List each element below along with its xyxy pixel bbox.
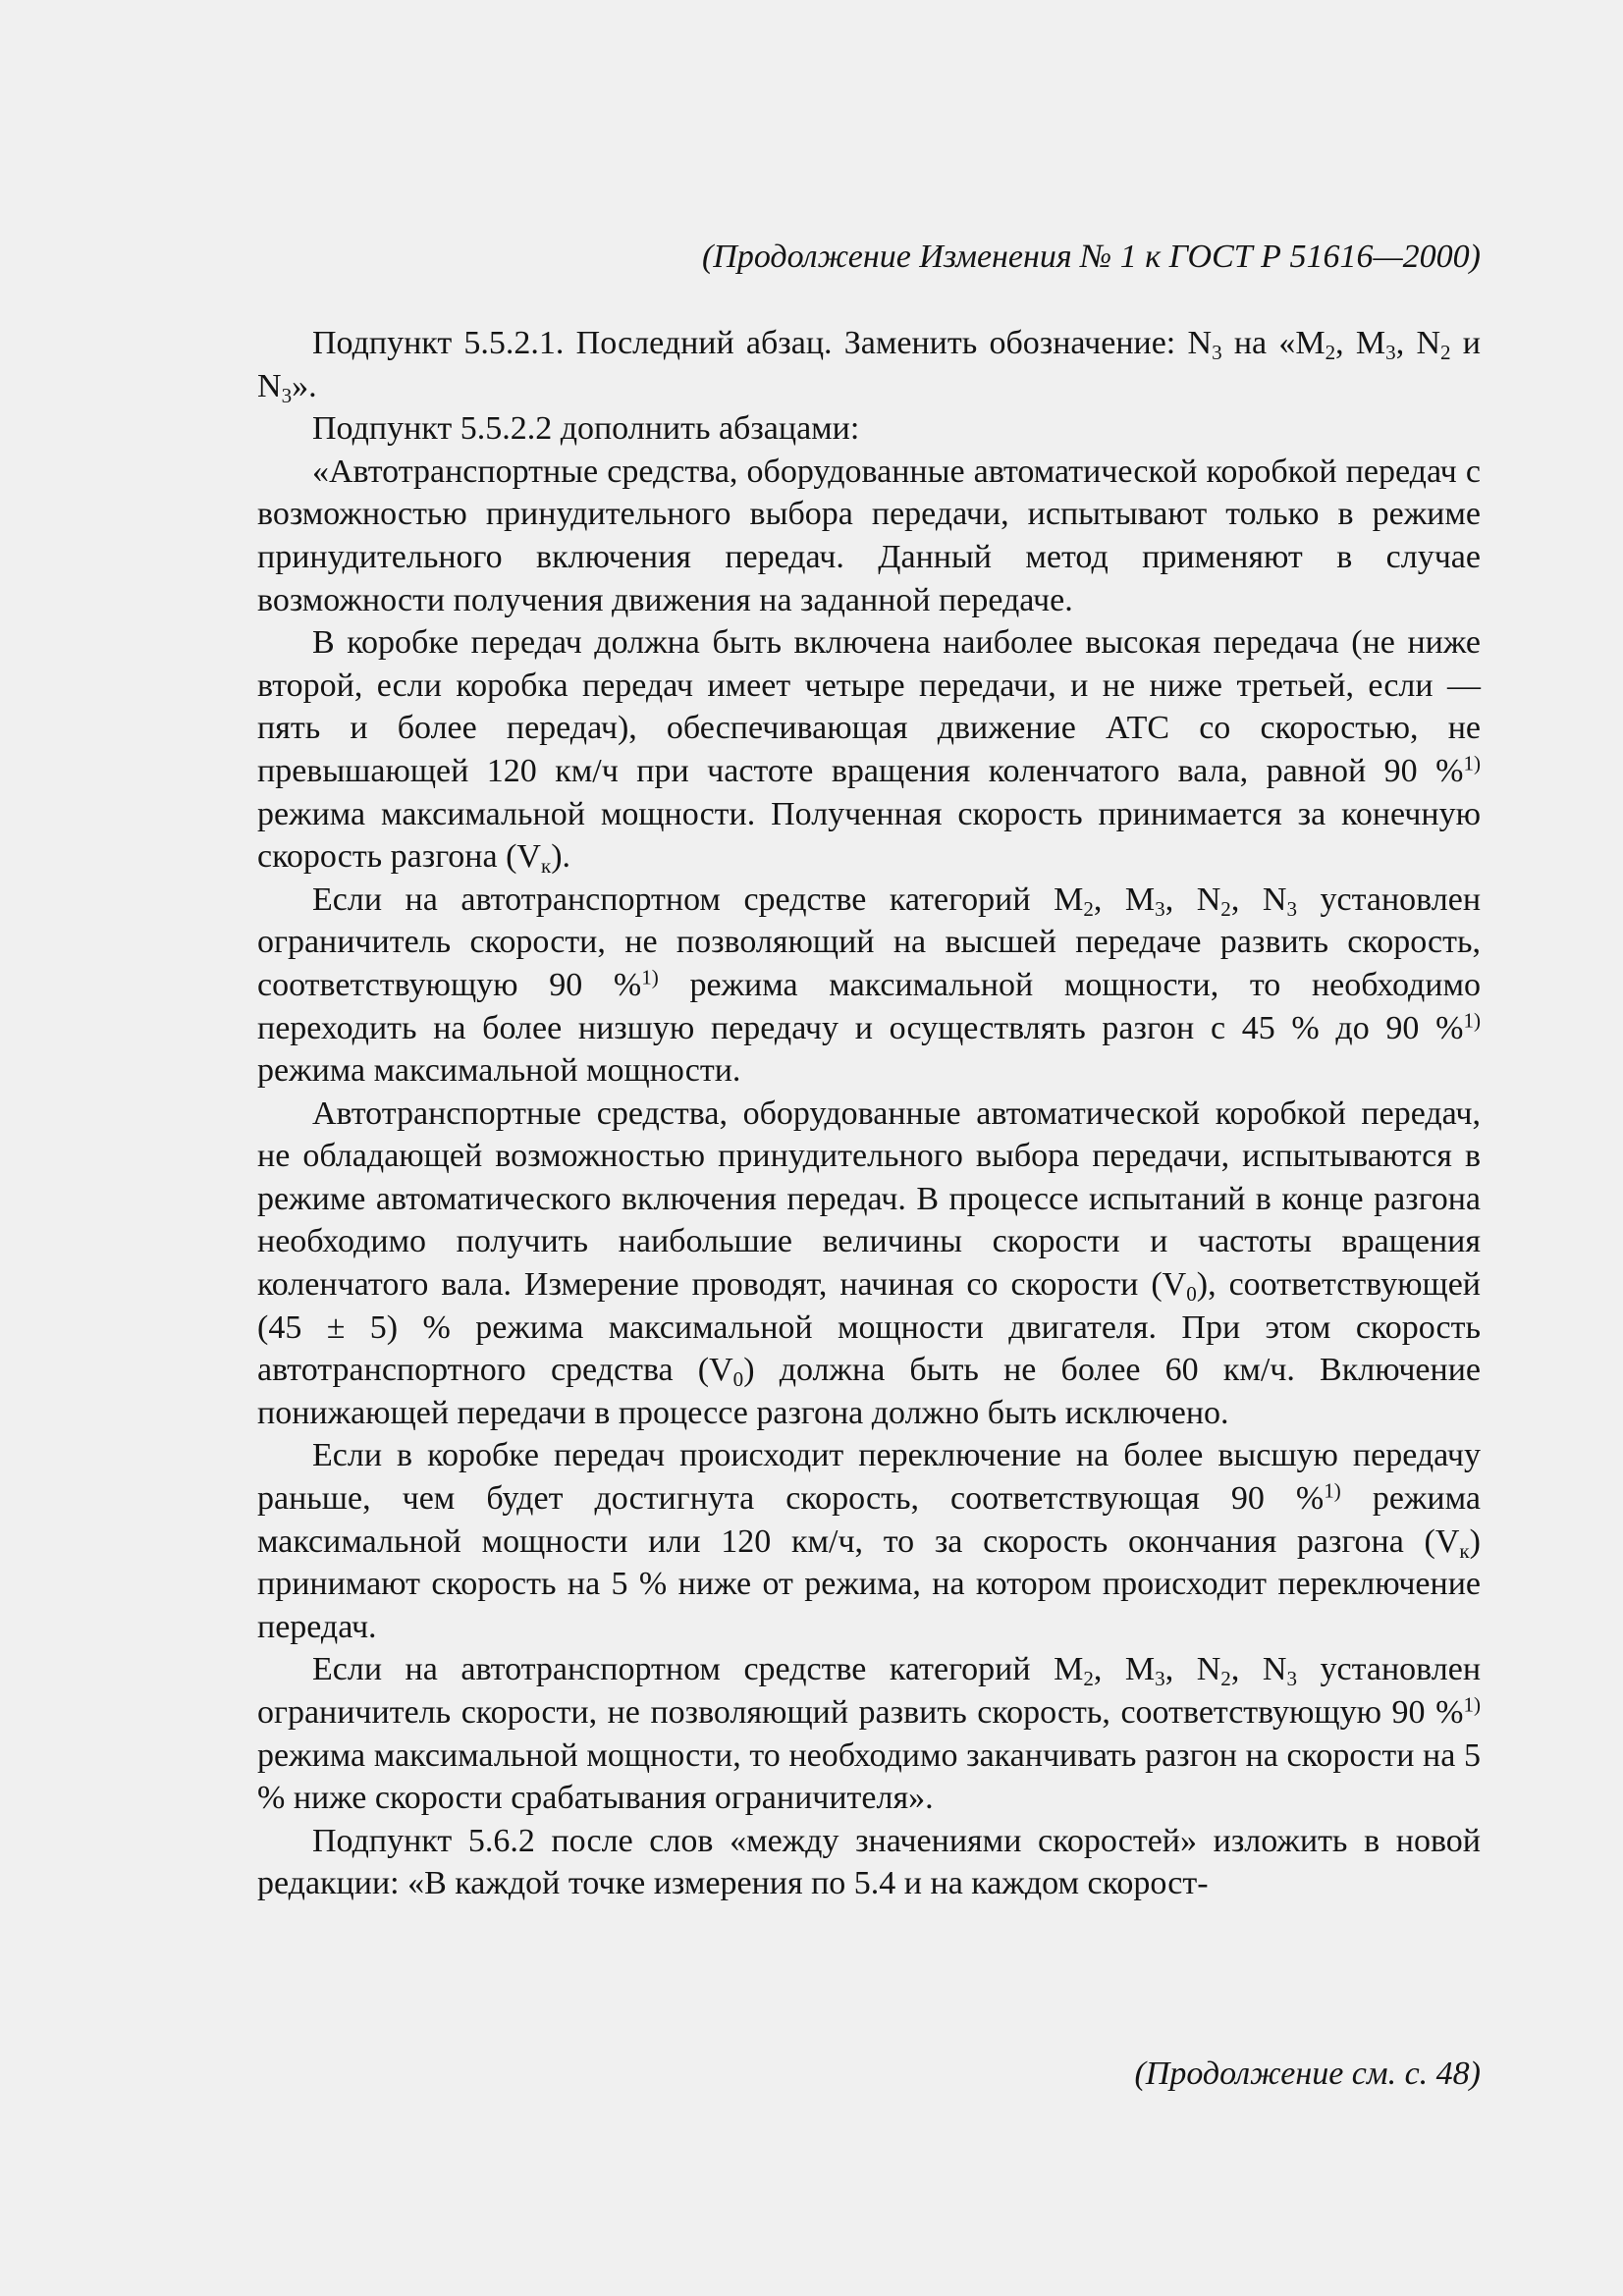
- paragraph-limiter-end: Если на автотранспортном средстве категорий $M_2$, $M_3$, $N_2$, $N_3$ установлен ограничитель скорости, не позволяющий развить скорость, соответствующую 90 %$^{1)}$ режима максимальной мощности, то необходимо заканчивать разгон на скорости на 5 % ниже скорости срабатывания ограничителя».: [257, 1651, 1482, 1817]
- paragraph-speed-limiter: Если на автотранспортном средстве категорий $M_2$, $M_3$, $N_2$, $N_3$ установлен ограничитель скорости, не позволяющий на высшей передаче развить скорость, соответствующую 90 %$^{1)}$ режима максимальной мощности, то необходимо переходить на более низшую передачу и осуществлять разгон с 45 % до 90 %$^{1)}$ режима максимальной мощности.: [257, 881, 1482, 1090]
- paragraph-5-6-2: Подпункт 5.6.2 после слов «между значениями скоростей» изложить в новой редакции: «В каждой точке измерения по 5.4 и на каждом скорост-: [257, 1822, 1481, 1902]
- paragraph-automatic-gearbox: «Автотранспортные средства, оборудованные автоматической коробкой передач с возможностью принудительного выбора передачи, испытывают только в режиме принудительного включения передач. Данный метод применяют в случае возможности получения движения на заданной передаче.: [257, 453, 1481, 618]
- paragraph-automatic-mode: Автотранспортные средства, оборудованные автоматической коробкой передач, не обладающей возможностью принудительного выбора передачи, испытываются в режиме автоматического включения передач. В процессе испытаний в конце разгона необходимо получить наибольшие величины скорости и частоты вращения коленчатого вала. Измерение проводят, начиная со скорости $(V_0)$, соответствующей (45 ± 5) % режима максимальной мощности двигателя. При этом скорость автотранспортного средства $(V_0)$ должна быть не более 60 км/ч. Включение понижающей передачи в процессе разгона должно быть исключено.: [257, 1095, 1482, 1431]
- paragraph-upshift: Если в коробке передач происходит переключение на более высшую передачу раньше, чем будет достигнута скорость, соответствующая 90 %$^{1)}$ режима максимальной мощности или 120 км/ч, то за скорость окончания разгона $(V_к)$ принимают скорость на 5 % ниже от режима, на котором происходит переключение передач.: [257, 1437, 1481, 1645]
- page-footer: (Продолжение см. с. 48): [1134, 2056, 1481, 2092]
- body-text: [257, 322, 1481, 1905]
- paragraph-highest-gear: В коробке передач должна быть включена наиболее высокая передача (не ниже второй, если коробка передач имеет четыре передачи, и не ниже третьей, если — пять и более передач), обеспечивающая движение АТС со скоростью, не превышающей 120 км/ч при частоте вращения коленчатого вала, равной 90 %$^{1)}$ режима максимальной мощности. Полученная скорость принимается за конечную скорость разгона $(V_к)$.: [257, 624, 1481, 879]
- paragraph-5-5-2-2: Подпункт 5.5.2.2 дополнить абзацами:: [312, 410, 860, 448]
- paragraph-5-5-2-1: Подпункт 5.5.2.1. Последний абзац. Заменить обозначение: $N_3$ на «$M_2$, $M_3$, $N_2$ и $N_3$».: [257, 325, 1481, 407]
- page-header: (Продолжение Изменения № 1 к ГОСТ Р 51616—2000): [701, 239, 1481, 275]
